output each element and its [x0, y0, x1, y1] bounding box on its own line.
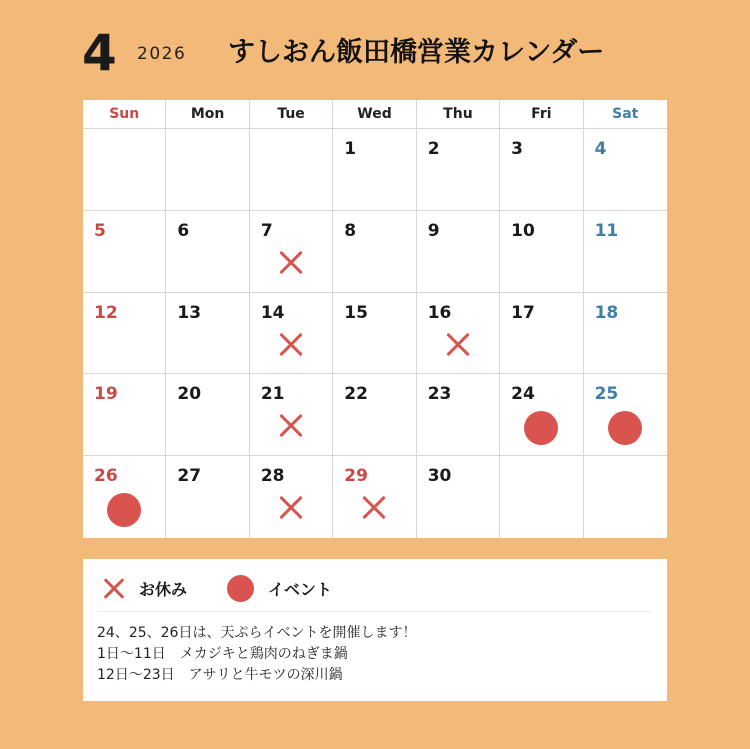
- day-number: 1: [344, 139, 357, 159]
- closed-x-icon: [278, 331, 304, 357]
- closed-x-icon: [361, 494, 387, 520]
- day-number: 27: [177, 466, 202, 487]
- day-cell: [166, 293, 249, 375]
- day-number: 30: [427, 466, 452, 487]
- day-number: 12: [94, 302, 118, 323]
- day-number: 3: [511, 139, 523, 159]
- calendar-grid: [83, 100, 667, 538]
- day-cell: [83, 211, 166, 293]
- day-cell: [417, 456, 500, 538]
- day-number: 10: [511, 220, 535, 241]
- closed-x-icon: [278, 249, 304, 275]
- day-number: 6: [177, 220, 190, 241]
- closed-x-icon: [278, 412, 304, 438]
- page-title: すしおん飯田橋営業カレンダー: [228, 37, 605, 68]
- day-number: 19: [94, 384, 118, 405]
- weekday-header-sat: Sat: [584, 100, 667, 129]
- day-cell: [166, 374, 249, 456]
- day-number: 22: [344, 384, 368, 405]
- day-number: 15: [344, 302, 368, 323]
- day-number: 16: [427, 302, 452, 323]
- day-number: 7: [260, 220, 273, 241]
- day-number: 28: [260, 466, 285, 487]
- event-dot-icon: [107, 493, 141, 527]
- day-cell: [584, 374, 667, 456]
- day-number: 14: [260, 302, 285, 323]
- year-label: 2026: [137, 44, 187, 64]
- day-cell: [333, 293, 416, 375]
- day-cell: [333, 374, 416, 456]
- day-cell: [417, 374, 500, 456]
- weekday-header-mon: Mon: [166, 100, 249, 129]
- day-cell: [83, 456, 166, 538]
- day-cell: [166, 456, 249, 538]
- legend-row: [103, 573, 332, 603]
- red-dot-icon: [227, 575, 254, 602]
- day-number: 21: [260, 384, 285, 405]
- note-line: 1日〜11日 メカジキと鶏肉のねぎま鍋: [97, 646, 348, 662]
- day-cell: [333, 211, 416, 293]
- event-dot-icon: [524, 411, 558, 445]
- day-cell: [166, 129, 249, 211]
- day-cell: [500, 374, 583, 456]
- day-number: 26: [94, 466, 118, 487]
- day-cell: [584, 293, 667, 375]
- day-cell: [83, 129, 166, 211]
- day-cell: [250, 374, 333, 456]
- day-cell: [333, 456, 416, 538]
- event-dot-icon: [608, 411, 642, 445]
- day-number: 8: [344, 220, 357, 241]
- closed-x-icon: [278, 494, 304, 520]
- day-number: 20: [177, 384, 202, 405]
- day-cell: [500, 129, 583, 211]
- day-cell: [500, 456, 583, 538]
- day-cell: [417, 129, 500, 211]
- day-cell: [83, 293, 166, 375]
- day-cell: [584, 456, 667, 538]
- day-cell: [417, 293, 500, 375]
- day-cell: [83, 374, 166, 456]
- day-cell: [166, 211, 249, 293]
- day-number: 5: [94, 220, 106, 241]
- month-number: 4: [82, 24, 117, 82]
- day-number: 17: [511, 302, 535, 323]
- day-cell: [250, 456, 333, 538]
- day-number: 18: [594, 302, 619, 323]
- day-cell: [333, 129, 416, 211]
- day-cell: [500, 211, 583, 293]
- day-cell: [584, 129, 667, 211]
- legend-closed-label: お休み: [139, 579, 188, 599]
- notes: [97, 623, 416, 686]
- day-number: 13: [177, 302, 202, 323]
- note-line: 12日〜23日 アサリと牛モツの深川鍋: [97, 667, 343, 683]
- weekday-header-wed: Wed: [333, 100, 416, 129]
- day-number: 2: [427, 139, 440, 159]
- note-line: 24、25、26日は、天ぷらイベントを開催します！: [97, 625, 417, 641]
- day-cell: [250, 211, 333, 293]
- day-number: 4: [594, 139, 607, 159]
- day-number: 11: [594, 220, 619, 241]
- day-number: 9: [427, 220, 440, 241]
- weekday-header-sun: Sun: [83, 100, 166, 129]
- legend-panel: [83, 559, 667, 701]
- day-number: 29: [344, 466, 368, 487]
- legend-event-label: イベント: [268, 579, 333, 599]
- closed-x-icon: [445, 331, 471, 357]
- day-number: 24: [511, 384, 535, 405]
- day-cell: [417, 211, 500, 293]
- weekday-header-fri: Fri: [500, 100, 583, 129]
- weekday-header-thu: Thu: [417, 100, 500, 129]
- legend-divider: [97, 611, 653, 612]
- x-mark-icon: [103, 577, 125, 599]
- day-number: 25: [594, 384, 619, 405]
- day-number: 23: [427, 384, 452, 405]
- day-cell: [250, 293, 333, 375]
- day-cell: [584, 211, 667, 293]
- day-cell: [250, 129, 333, 211]
- day-cell: [500, 293, 583, 375]
- weekday-header-tue: Tue: [250, 100, 333, 129]
